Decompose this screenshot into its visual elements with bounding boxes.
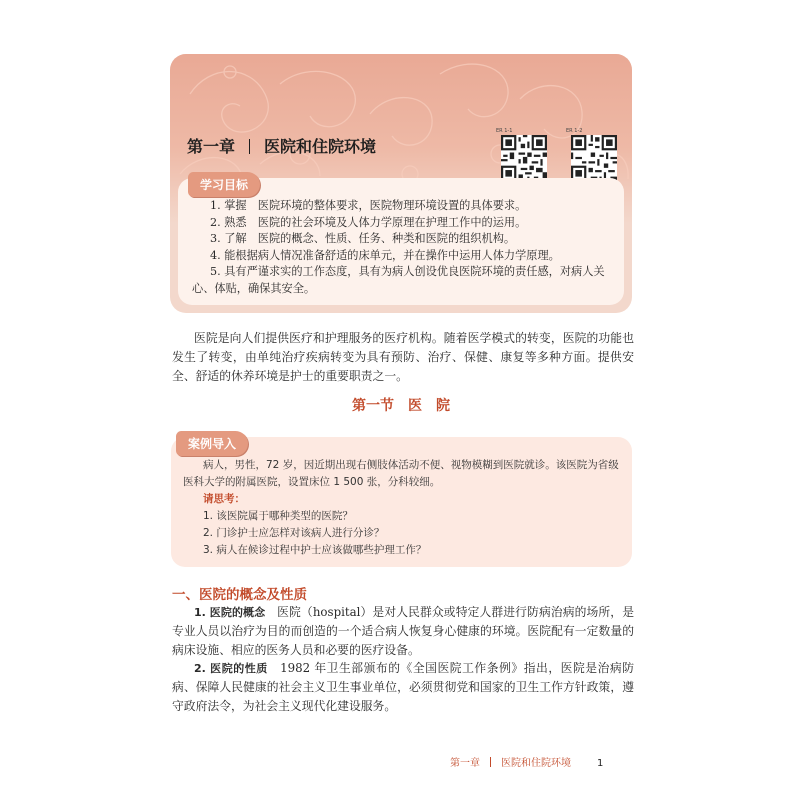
qr-code-label: ER 1-2 [566,128,583,134]
objective-item: 3. 了解 医院的概念、性质、任务、种类和医院的组织机构。 [210,232,516,245]
case-body [183,457,623,559]
qr-code-label: ER 1-1 [496,128,513,134]
chapter-title [187,134,376,157]
case-intro-heading: 案例导入 [176,431,248,456]
case-intro-box [171,437,632,567]
footer-chapter-title: 医院和住院环境 [501,758,571,769]
title-separator [249,139,250,154]
chapter-name: 医院和住院环境 [264,137,377,156]
paragraph-hospital-nature [172,659,634,716]
footer-separator [490,757,491,767]
paragraph-lead: 2. 医院的性质 [194,662,268,675]
paragraph-text: 医院（hospital）是对人民群众或特定人群进行防病治病的场所，是专业人员以治疗为目的而创造的一个适合病人恢复身心健康的环境。医院配有一定数量的病床设施、相应的医务人员和必要的医疗设备。 [172,605,634,657]
question-item: 3. 病人在候诊过程中护士应该做哪些护理工作？ [203,544,427,556]
objective-item: 2. 熟悉 医院的社会环境及人体力学原理在护理工作中的运用。 [210,215,527,229]
objective-item: 1. 掌握 医院环境的整体要求，医院物理环境设置的具体要求。 [210,199,527,212]
chapter-header-card [170,54,632,313]
learning-objectives-heading: 学习目标 [188,172,260,197]
footer-chapter-label: 第一章 [450,758,480,769]
qr-code-icon [571,135,617,181]
question-item: 1. 该医院属于哪种类型的医院？ [203,510,353,522]
intro-paragraph: 医院是向人们提供医疗和护理服务的医疗机构。随着医学模式的转变，医院的功能也发生了转变，由单纯治疗疾病转变为具有预防、治疗、保健、康复等多种方面。提供安全、舒适的休养环境是护士的重要职责之一。 [172,331,634,383]
think-heading: 请思考： [203,493,245,505]
chapter-number: 第一章 [187,137,236,156]
paragraph-lead: 1. 医院的概念 [194,606,266,619]
qr-code-icon [501,135,547,181]
objective-item: 5. 具有严谨求实的工作态度，具有为病人创设优良医院环境的责任感，对病人关心、体贴，确保其安全。 [192,265,605,295]
subsection-heading: 一、医院的概念及性质 [172,587,307,603]
question-item: 2. 门诊护士应怎样对该病人进行分诊？ [203,527,385,539]
section-title: 第一节 医 院 [352,398,450,414]
paragraph-text: 1982 年卫生部颁布的《全国医院工作条例》指出，医院是治病防病、保障人民健康的社会主义卫生事业单位，必须贯彻党和国家的卫生工作方针政策，遵守政府法令，为社会主义现代化建设服务。 [172,661,634,713]
objective-item: 4. 能根据病人情况准备舒适的床单元，并在操作中运用人体力学原理。 [210,248,560,262]
paragraph-hospital-concept [172,603,634,660]
learning-objectives-box [178,178,624,305]
case-text: 病人，男性，72 岁，因近期出现右侧肢体活动不便、视物模糊到医院就诊。该医院为省级医科大学的附属医院，设置床位 1 500 张，分科较细。 [183,459,619,488]
page-number: 1 [597,758,604,769]
objectives-list [192,198,616,297]
page-footer [450,754,640,769]
